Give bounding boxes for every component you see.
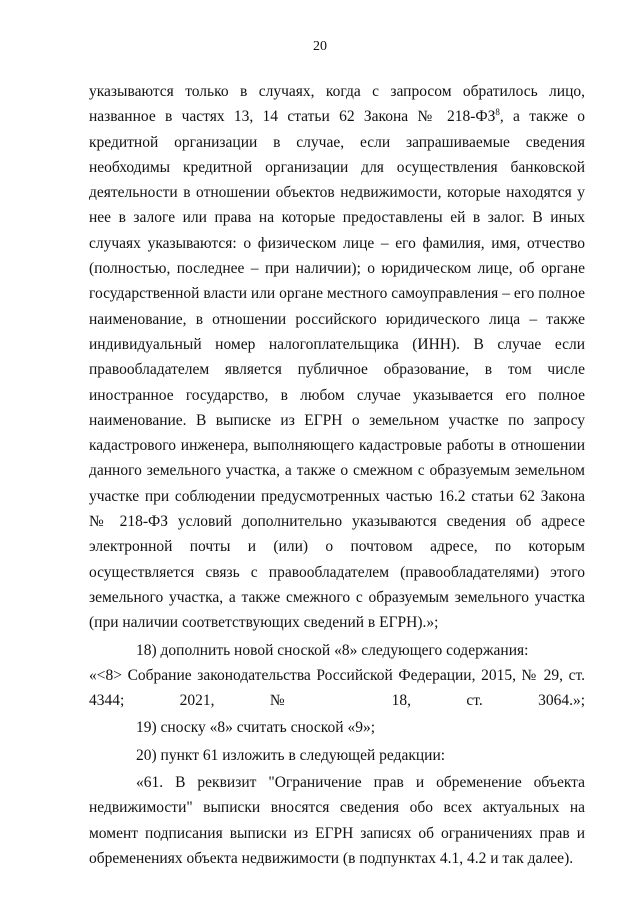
page-number: 20	[313, 39, 327, 54]
footnote-text: «<8> Собрание законодательства Российской Федерации, 2015, № 29, ст. 4344; 2021, № 18, ст. 3064.»;	[89, 666, 585, 710]
list-item-19: 19) сноску «8» считать сноской «9»;	[136, 719, 376, 737]
quoted-paragraph-61: «61. В реквизит "Ограничение прав и обременение объекта недвижимости" выписки вносятся сведения обо всех актуальных на момент подписания выписки из ЕГРН записях об ограничениях прав и обременениях объекта недвижимости (в подпунктах 4.1, 4.2 и так далее).	[89, 774, 585, 867]
paragraph-continuation	[89, 79, 585, 636]
paragraph-text-after-footnote: , а также о кредитной организации в случае, если запрашиваемые сведения необходимы кредитной организации для осуществления банковской деятельности в отношении объектов недвижимости, которые находятся у нее в залоге или права на которые предоставлены ей в залог. В иных случаях указываются: о физическом лице – его фамилия, имя, отчество (полностью, последнее – при наличии); о юридическом лице, об органе государственной власти или органе местного самоуправления – его полное наименование, в отношении российского юридического лица – также индивидуальный номер налогоплательщика (ИНН). В случае если правообладателем является публичное образование, в том числе иностранное государство, в любом случае указывается его полное наименование. В выписке из ЕГРН о земельном участке по запросу кадастрового инженера, выполняющего кадастровые работы в отношении данного земельного участка, а также о смежном с образуемым земельном участке при соблюдении предусмотренных частью 16.2 статьи 62 Закона № 218-ФЗ условий дополнительно указываются сведения об адресе электронной почты и (или) о почтовом адресе, по которым осуществляется связь с правообладателем (правообладателями) этого земельного участка, а также смежного с образуемым земельного участка (при наличии соответствующих сведений в ЕГРН).»;	[89, 108, 585, 632]
document-body	[89, 79, 585, 871]
footnote-marker: 8	[495, 107, 500, 118]
paragraph-text: указываются только в случаях, когда с запросом обратилось лицо, названное в частях 13, 14 статьи 62 Закона № 218-ФЗ	[89, 83, 585, 126]
list-item-20: 20) пункт 61 изложить в следующей редакции:	[136, 746, 446, 764]
list-item-18: 18) дополнить новой сноской «8» следующего содержания:	[136, 641, 529, 659]
